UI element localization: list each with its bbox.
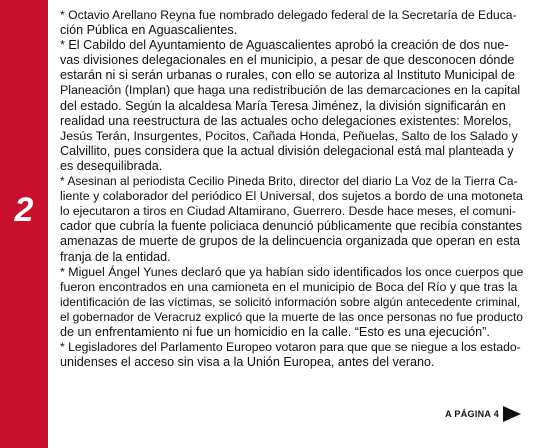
news-item-parlamento	[60, 340, 523, 370]
text-line: del estado. Según la alcaldesa María Teresa Jiménez, la división significarán en	[60, 98, 506, 113]
text-line: * Legisladores del Parlamento Europeo votaron para que que se niegue a los estado-	[60, 340, 521, 355]
text-line: es desequilibrada.	[60, 158, 163, 173]
next-page-label: A PÁGINA 4	[445, 409, 499, 419]
text-line: * Miguel Ángel Yunes declaró que ya habían sido identificados los once cuerpos que	[60, 264, 524, 279]
text-line: realidad una reestructura de las actuales ocho delegaciones existentes: Morelos,	[60, 113, 512, 128]
text-line: de un enfrentamiento ni fue un homicidio en la calle. “Esto es una ejecución”.	[60, 324, 490, 339]
section-bar	[0, 0, 48, 448]
text-line: unidenses el acceso sin visa a la Unión Europea, antes del verano.	[60, 355, 435, 370]
text-line: Jesús Terán, Insurgentes, Pocitos, Cañada Honda, Peñuelas, Salto de los Salado y	[60, 128, 518, 143]
news-content	[60, 8, 523, 370]
text-line: identificación de las víctimas, se solicitó información sobre algún antecedente criminal,	[60, 294, 521, 309]
news-item-delegado-sep	[60, 8, 523, 38]
text-line: Calvillito, pues considera que la actual división delegacional está mal planteada y	[60, 143, 514, 158]
arrow-right-icon	[503, 406, 521, 422]
news-item-periodista	[60, 174, 523, 265]
text-line: amenazas de muerte de grupos de la delincuencia organizada que operan en esta	[60, 234, 520, 249]
text-line: estarán ni si serán urbanas o rurales, con ello se autoriza al Instituto Municipal de	[60, 68, 516, 83]
text-line: ción Pública en Aguascalientes.	[60, 23, 238, 38]
section-number: 2	[14, 191, 34, 229]
text-line: liente y colaborador del periódico El Universal, dos sujetos a bordo de una motoneta	[60, 189, 523, 204]
news-item-yunes	[60, 265, 523, 340]
text-line: * El Cabildo del Ayuntamiento de Aguascalientes aprobó la creación de dos nue-	[60, 38, 509, 53]
text-line: franja de la entidad.	[60, 249, 171, 264]
text-line: * Asesinan al periodista Cecilio Pineda Brito, director del diario La Voz de la Tierra Ca-	[60, 174, 518, 189]
text-line: * Octavio Arellano Reyna fue nombrado delegado federal de la Secretaría de Educa-	[60, 8, 517, 22]
text-line: fueron encontrados en una camioneta en el municipio de Boca del Río y que tras la	[60, 279, 518, 294]
next-page-link[interactable]	[445, 406, 521, 422]
text-line: cador que cubría la fuente policiaca denunció públicamente que recibía constantes	[60, 219, 523, 234]
text-line: el gobernador de Veracruz explicó que la muerte de las once personas no fue producto	[60, 309, 523, 324]
text-line: vas divisiones delegacionales en el municipio, a pesar de que desconocen dónde	[60, 53, 515, 68]
news-item-cabildo	[60, 38, 523, 174]
text-line: Planeación (Implan) que haga una redistribución de las demarcaciones en la capital	[60, 83, 521, 98]
text-line: lo ejecutaron a tiros en Ciudad Altamirano, Guerrero. Desde hace meses, el comuni-	[60, 204, 516, 219]
